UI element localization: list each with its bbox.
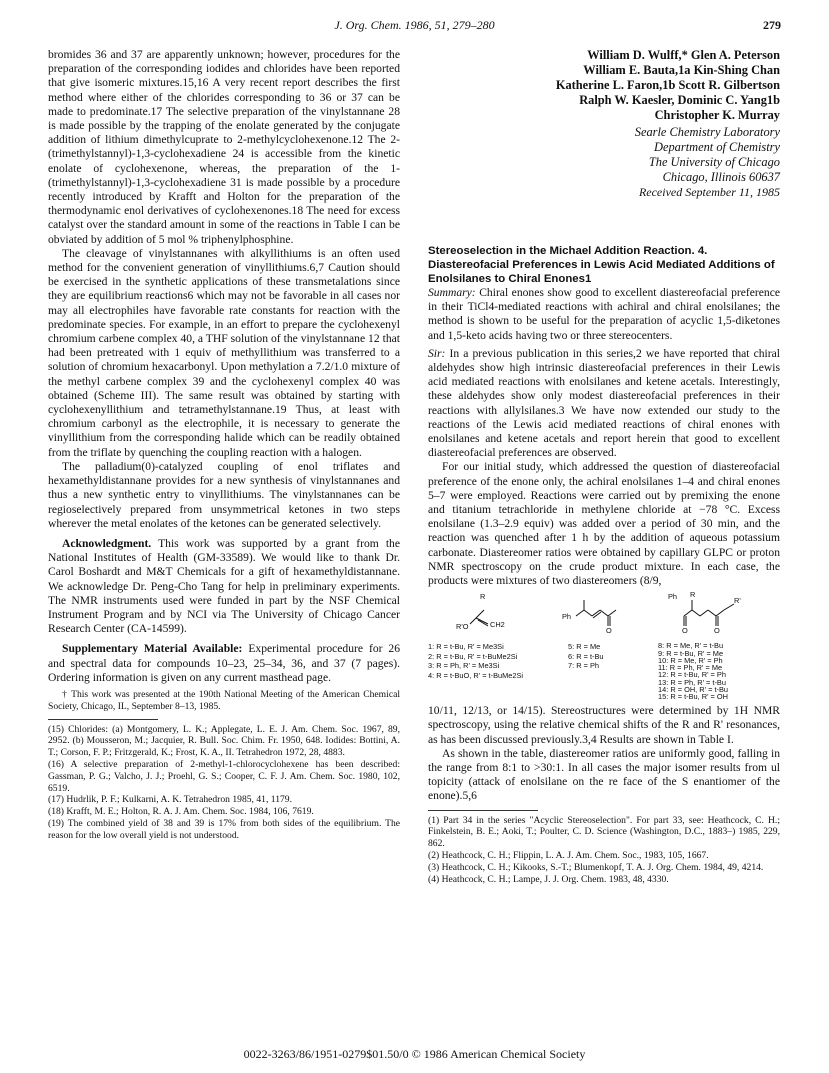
received-date: Received September 11, 1985 [638, 185, 780, 199]
footnotes-left [48, 724, 400, 842]
footnote: (17) Hudrlik, P. F.; Kulkarni, A. K. Tetrahedron 1985, 41, 1179. [48, 794, 292, 806]
footnote: (2) Heathcock, C. H.; Flippin, L. A. J. Am. Chem. Soc., 1983, 105, 1667. [428, 850, 709, 862]
body-paragraph: The cleavage of vinylstannanes with alkyllithiums is an often used method for the convenient generation of vinyllithiums.6,7 Caution should be exercised in the synthetic applications of these transmetalations since they are equilibrium reactions6 which may not be favorable in all cases nor may all electrophiles have favorable rate constants for reaction with the predominate species. For example, in an effort to prepare the cyclohexenyl chromium carbene complex 40, a THF solution of the vinylstannane 12 that had been pretreated with 1 equiv of methyllithium was transferred to a solution of chromium hexacarbonyl. Upon methylation a 7.2/1.0 mixture of the methyl carbene complex 39 and the cyclohexenyl complex 40 was obtained (Scheme III). The same result was obtained by starting with cyclohexenyllithium and tetramethylstannane.19 Thus, at least with chromium carbonyl as the electrophile, it is necessary to generate the vinyllithium from the corresponding halide which can be readily obtained from the triflate by quenching the coupling reaction with a halogen. [48, 246, 400, 459]
body-paragraph: For our initial study, which addressed the question of diastereofacial preference of the enone only, the achiral enolsilanes 1–4 and chiral enones 5–7 were employed. Reactions were carried out by premixing the enone and titanium tetrachloride in methylene chloride at −78 °C. Excess enolsilane (1.3–2.9 equiv) was added over a period of 30 min, and the reaction was quenched after 1 h by the addition of aqueous potassium carbonate. Diastereomer ratios were obtained by capillary GLPC or proton NMR spectroscopy on the crude product mixture. In each case, the products were mixtures of two diastereomers (8/9, [428, 460, 780, 588]
enolsilane-structure [470, 610, 488, 626]
body-paragraph: 10/11, 12/13, or 14/15). Stereostructures were determined by 1H NMR spectroscopy, using the relative chemical shifts of the R and R' resonances, as has been discussed previously.3,4 Results are shown in Table I. [428, 704, 780, 746]
supplementary-text: Experimental procedure for 26 and spectral data for compounds 10–23, 25–34, 36, and 37 (7 pages). Ordering information is given on any current masthead page. [48, 642, 400, 684]
footnote: (19) The combined yield of 38 and 39 is 17% from both sides of the equilibrium. The reason for the low overall yield is not understood. [48, 817, 400, 841]
footnote: (18) Krafft, M. E.; Holton, R. A. J. Am. Chem. Soc. 1984, 106, 7619. [48, 806, 314, 818]
body-paragraph: The palladium(0)-catalyzed coupling of enol triflates and hexamethyldistannane provides for a new synthesis of vinylstannanes and thus a new synthetic entry to vinyllithiums. The vinylstannanes can be regioselectively prepared from unsymmetrical ketones in two steps wherever the metal enolates of the ketones can be generated selectively. [48, 459, 400, 530]
body-paragraph: As shown in the table, diastereomer ratios are uniformly good, falling in the range from 8:1 to >30:1. In all cases the major isomer results from ul topicity (attack of enolsilane on the re face of the S enantiomer of the enone).5,6 [428, 746, 780, 803]
footnote: (16) A selective preparation of 2-methyl-1-chlorocyclohexene has been described: Gassman, P. G.; Valcho, J. J.; Proehl, G. S.; Cooper, C. F. J. Am. Chem. Soc. 1980, 102, 6519. [48, 758, 400, 794]
supplementary-heading: Supplementary Material Available: [62, 642, 243, 656]
compound-list-adducts: 8: R = Me, R' = t-Bu 9: R = t-Bu, R' = Me 10: R = Me, R' = Ph 11: R = Ph, R' = Me 12: R = t-Bu, R' = Ph 13: R = Ph, R' = t-Bu 14: R = OH, R' = t-Bu 15: R = t-Bu, R' = OH [658, 641, 729, 702]
author-line: William D. Wulff,* Glen A. Peterson [587, 48, 780, 62]
adduct-structure [684, 600, 734, 626]
compound-list-enolsilanes: 1: R = t-Bu, R' = Me3Si 2: R = t-Bu, R' = t-BuMe2Si 3: R = Ph, R' = Me3Si 4: R = t-BuO, R' = t-BuMe2Si [428, 642, 524, 681]
author-line: William E. Bauta,1a Kin-Shing Chan [583, 63, 780, 77]
author-list [428, 48, 780, 123]
right-column [428, 48, 780, 885]
body-paragraph: Sir: In a previous publication in this series,2 we have reported that chiral aldehydes show high intrinsic diastereofacial preferences in their Lewis acid mediated reactions with enolsilanes and ketene acetals. Interestingly, these aldehydes show only modest diastereofacial preferences in their reactions with allylsilanes.3 We have now extended our study to the reactions of the Lewis acid mediated reactions of chiral enones with enolsilanes and ketene acetals and report herein that good to excellent diastereofacial preferences are observed. [428, 346, 780, 460]
dagger-footnote: † This work was presented at the 190th National Meeting of the American Chemical Society, Chicago, IL, September 8–13, 1985. [48, 688, 400, 712]
body-paragraph: bromides 36 and 37 are apparently unknown; however, procedures for the preparation of the corresponding iodides and chlorides have been reported that give isomeric mixtures.15,16 A very recent report describes the first method where either of the chlorides corresponding to 36 or 37 can be made to predominate.17 The selective preparation of the vinylstannane 28 is made possible by the trapping of the enolate generated by the conjugate addition of lithium dimethylcuprate to 2-methylcyclohexenone.12 The 2-(trimethylstannyl)-1,3-cyclohexadiene 24 is accessible from the kinetic enolate of cyclohexenone, whereas, the preparation of the 1-(trimethylstannyl)-1,3-cyclohexadiene 31 is made possible by a procedure recently introduced by Krafft and Holton for the preparation of the thermodynamic enol derivatives of cyclohexenones.18 The need for excess catalyst over the standard amount in some of the reactions in Table I can be obviated by addition of 5 mol % triphenylphosphine. [48, 48, 400, 246]
left-column [48, 48, 400, 842]
footnotes-right [428, 815, 780, 886]
enone-structure [576, 600, 616, 626]
supplementary-material [48, 642, 400, 685]
compound-list-enones: 5: R = Me 6: R = t-Bu 7: R = Ph [568, 642, 604, 671]
footnote: (15) Chlorides: (a) Montgomery, L. K.; Applegate, L. E. J. Am. Chem. Soc. 1967, 89, 2952. (b) Mousseron, M.; Jacquier, R. Bull. Soc. Chim. Fr. 1950, 648. Iodides: Bottini, A. T.; Corson, F. P.; Fritzgerald, K.; Frost, K. A., II. Tetrahedron 1972, 28, 4883. [48, 723, 400, 759]
article-title: Stereoselection in the Michael Addition Reaction. 4. Diastereofacial Preferences in Lewis Acid Mediated Additions of Enolsilanes to Chiral Enones1 [428, 245, 775, 285]
footnote: (4) Heathcock, C. H.; Lampe, J. J. Org. Chem. 1983, 48, 4330. [428, 873, 669, 885]
structure-scheme: R CH2 R'O Ph O Ph R R' O O 1: R = t-Bu, R' = Me3Si 2: R = t-Bu, R' = t-BuMe2Si 3: R = Ph, R' = Me3Si 4: R = t-BuO, R' = t-BuMe2Si 5: R = Me 6: R = t-Bu 7: R = Ph 8: R = Me, R' = t-Bu 9: R = t-Bu, R' = Me 10: R = Me, R' = Ph 11: R = Ph, R' = Me 12: R = t-Bu, R' = Ph 13: R = Ph, R' = t-Bu 14: R = OH, R' = t-Bu 15: R = t-Bu, R' = OH [428, 592, 780, 700]
copyright-line: 0022-3263/86/1951-0279$01.50/0 © 1986 American Chemical Society [243, 1047, 586, 1061]
journal-citation: J. Org. Chem. 1986, 51, 279–280 [334, 18, 495, 32]
footnote: (3) Heathcock, C. H.; Kikooks, S.-T.; Blumenkopf, T. A. J. Org. Chem. 1984, 49, 4214. [428, 861, 764, 873]
author-line: Ralph W. Kaesler, Dominic C. Yang1b [579, 93, 780, 107]
acknowledgment [48, 537, 400, 636]
footnote: (1) Part 34 in the series "Acyclic Stereoselection". For part 33, see: Heathcock, C. H.; Finkelstein, B. E.; Aoki, T.; Poulter, C. D. Science (Washington, D.C., 1883–) 1985, 229, 862. [428, 814, 780, 850]
sir-heading: Sir: [428, 346, 446, 360]
acknowledgment-heading: Acknowledgment. [62, 536, 152, 550]
page-number: 279 [763, 18, 781, 32]
summary [428, 286, 780, 343]
author-line: Christopher K. Murray [654, 108, 780, 122]
acknowledgment-text: This work was supported by a grant from the National Institutes of Health (GM-33589). We would like to thank Dr. Carol Boshardt and M&T Chemicals for a gift of hexamethyldistannane. We acknowledge Dr. Peng-Cho Tang for help in preliminary experiments. The NMR instruments used were funded in part by the NSF Chemical Instrument Program and by NCI via The University of Chicago Cancer Research Center (CA-14599). [48, 536, 400, 636]
author-line: Katherine L. Faron,1b Scott R. Gilbertson [555, 78, 780, 92]
footnote-rule [428, 810, 538, 811]
summary-text: Chiral enones show good to excellent diastereofacial preference in their TiCl4-mediated reactions with achiral and chiral enolsilanes; the method is shown to be useful for the preparation of acyclic 1,5-diketones and 1,5-keto acids having two or three stereocenters. [428, 286, 780, 342]
running-head [0, 18, 829, 34]
affiliation: Searle Chemistry Laboratory Department of Chemistry The University of Chicago Chicago, Illinois 60637 [634, 125, 780, 184]
footnote-rule [48, 719, 158, 720]
summary-heading: Summary: [428, 286, 476, 299]
